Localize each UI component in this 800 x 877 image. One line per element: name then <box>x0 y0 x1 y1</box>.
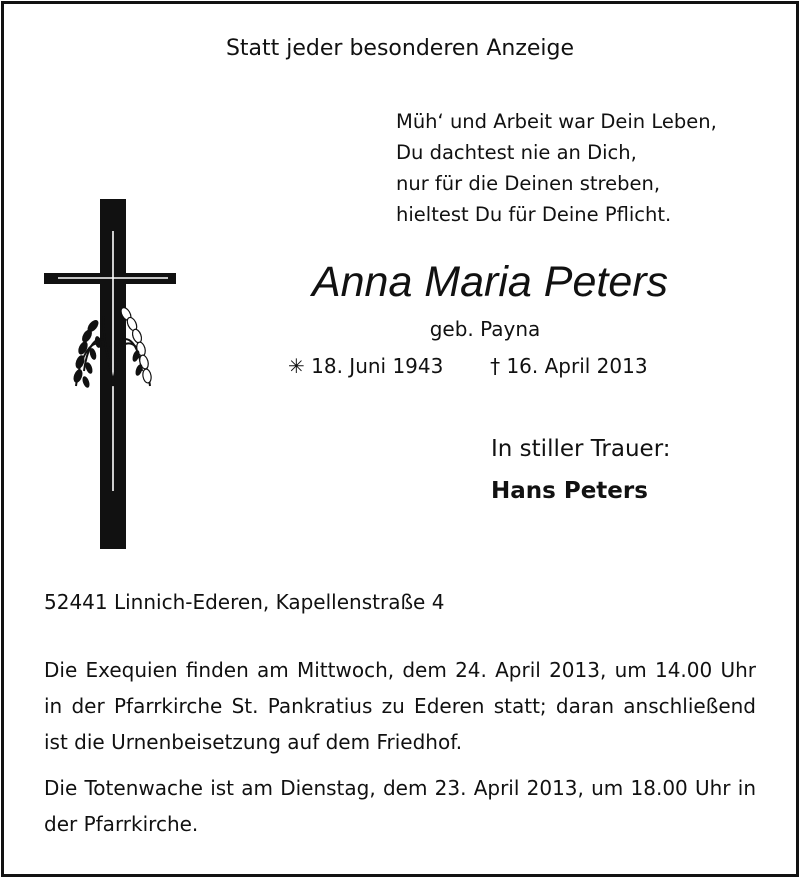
mourner-name: Hans Peters <box>491 478 648 504</box>
birth-star-icon: ✳ <box>288 354 305 378</box>
page-title: Statt jeder besonderen Anzeige <box>225 36 575 61</box>
deceased-name: Anna Maria Peters <box>311 258 669 306</box>
wake-notice: Die Totenwache ist am Dienstag, dem 23. April 2013, um 18.00 Uhr in der Pfarrkirche. <box>44 776 756 836</box>
poem-line: nur für die Deinen streben, <box>396 172 661 195</box>
birth-date: 18. Juni 1943 <box>311 354 444 378</box>
death-date: 16. April 2013 <box>506 354 648 378</box>
maiden-name: geb. Payna <box>429 317 541 341</box>
funeral-notice: Die Exequien finden am Mittwoch, dem 24. April 2013, um 14.00 Uhr in der Pfarrkirche St. Pankratius zu Ederen statt; daran anschließend ist die Urnenbeisetzung auf dem Friedhof. <box>44 658 756 754</box>
poem-line: hieltest Du für Deine Pflicht. <box>396 203 672 226</box>
death-cross-icon: † <box>490 354 501 378</box>
poem-line: Du dachtest nie an Dich, <box>396 141 637 164</box>
cross-with-wheat-icon <box>40 196 180 552</box>
poem-line: Müh‘ und Arbeit war Dein Leben, <box>396 110 717 133</box>
address: 52441 Linnich-Ederen, Kapellenstraße 4 <box>44 590 445 614</box>
life-dates <box>288 354 648 378</box>
poem <box>396 106 717 230</box>
mourning-label: In stiller Trauer: <box>491 436 671 462</box>
